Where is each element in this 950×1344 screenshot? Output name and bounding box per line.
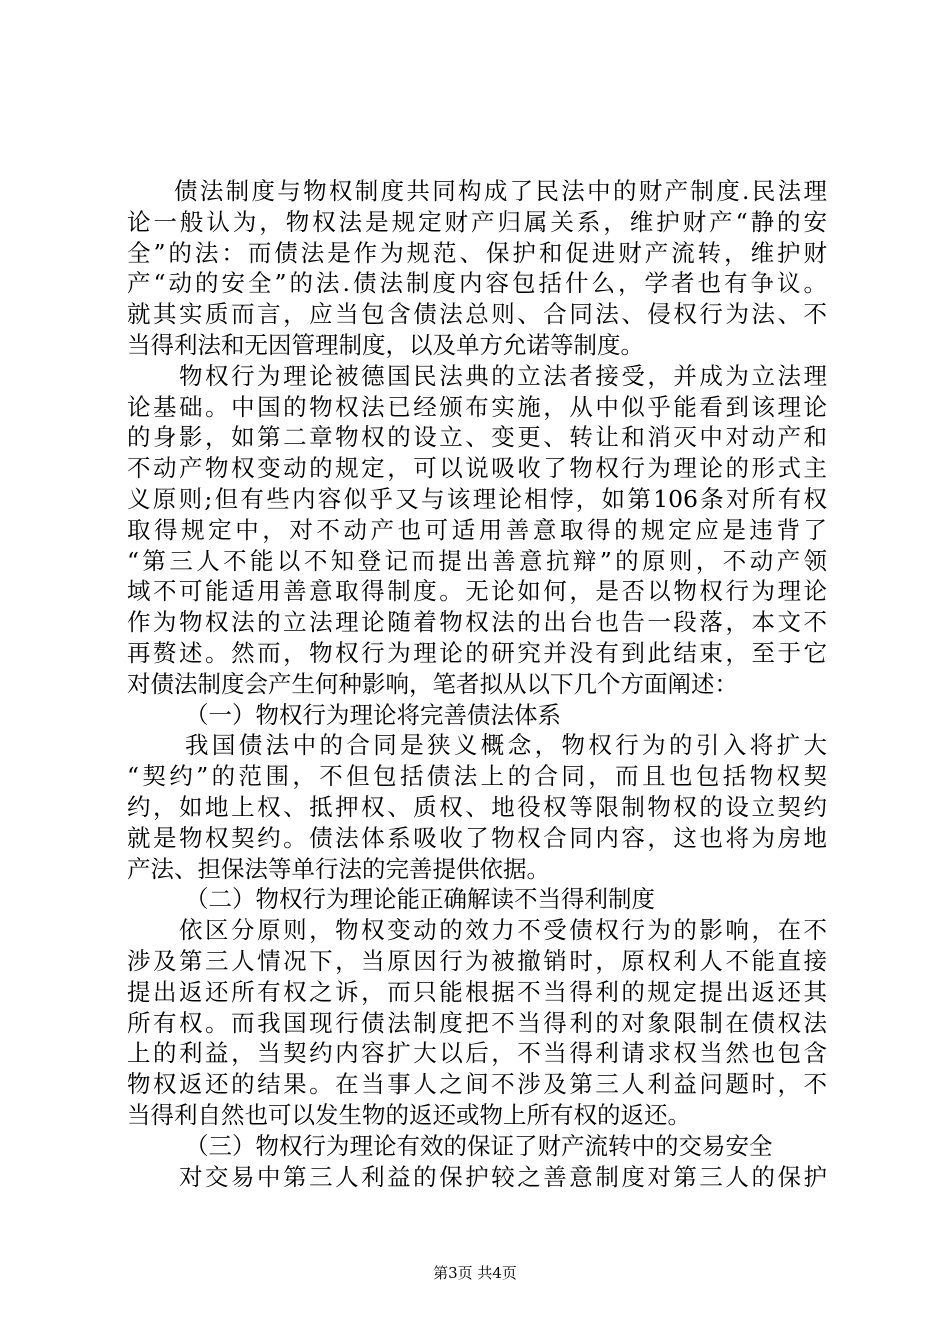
paragraph-line: 当得利法和无因管理制度，以及单方允诺等制度。	[127, 330, 644, 359]
paragraph-line: 作为物权法的立法理论随着物权法的出台也告一段落，本文不	[127, 608, 827, 637]
paragraph-line: “第三人不能以不知登记而提出善意抗辩”的原则，不动产领	[127, 546, 827, 575]
paragraph-line: 就是物权契约。债法体系吸收了物权合同内容，这也将为房地	[127, 823, 827, 852]
section-heading: （二）物权行为理论能正确解读不当得利制度	[185, 885, 655, 914]
paragraph-line: 依区分原则，物权变动的效力不受债权行为的影响，在不	[179, 916, 827, 945]
document-body	[127, 176, 827, 1192]
paragraph-line: 产法、担保法等单行法的完善提供依据。	[127, 854, 550, 883]
paragraph-line: 约，如地上权、抵押权、质权、地役权等限制物权的设立契约	[127, 792, 827, 821]
paragraph-line: 取得规定中，对不动产也可适用善意取得的规定应是违背了	[127, 515, 827, 544]
paragraph-line: 对债法制度会产生何种影响，笔者拟从以下几个方面阐述：	[127, 669, 738, 698]
paragraph-line: 物权返还的结果。在当事人之间不涉及第三人利益问题时，不	[127, 1070, 827, 1099]
paragraph-line: 论基础。中国的物权法已经颁布实施，从中似乎能看到该理论	[127, 392, 827, 421]
paragraph-line: 义原则;但有些内容似乎又与该理论相悖，如第106条对所有权	[127, 484, 827, 513]
paragraph-line: 再赘述。然而，物权行为理论的研究并没有到此结束，至于它	[127, 638, 827, 667]
paragraph-line: 全”的法：而债法是作为规范、保护和促进财产流转，维护财	[127, 238, 827, 267]
section-heading: （一）物权行为理论将完善债法体系	[185, 700, 561, 729]
paragraph-line: 提出返还所有权之诉，而只能根据不当得利的规定提出返还其	[127, 977, 827, 1006]
page-number-footer: 第3页 共4页	[433, 1264, 517, 1282]
paragraph-line: 域不可能适用善意取得制度。无论如何，是否以物权行为理论	[127, 577, 827, 606]
section-heading: （三）物权行为理论有效的保证了财产流转中的交易安全	[185, 1131, 773, 1160]
paragraph-line: 涉及第三人情况下，当原因行为被撤销时，原权利人不能直接	[127, 946, 827, 975]
paragraph-line: 物权行为理论被德国民法典的立法者接受，并成为立法理	[179, 361, 827, 390]
paragraph-line: 当得利自然也可以发生物的返还或物上所有权的返还。	[127, 1100, 691, 1129]
paragraph-line: 我国债法中的合同是狭义概念，物权行为的引入将扩大	[185, 731, 827, 760]
paragraph-line: 论一般认为，物权法是规定财产归属关系，维护财产“静的安	[127, 207, 827, 236]
paragraph-line: 债法制度与物权制度共同构成了民法中的财产制度.民法理	[174, 177, 827, 205]
paragraph-line: 上的利益，当契约内容扩大以后，不当得利请求权当然也包含	[127, 1039, 827, 1068]
paragraph-line: 所有权。而我国现行债法制度把不当得利的对象限制在债权法	[127, 1008, 827, 1037]
paragraph-line: 的身影，如第二章物权的设立、变更、转让和消灭中对动产和	[127, 423, 827, 452]
paragraph-line: 就其实质而言，应当包含债法总则、合同法、侵权行为法、不	[127, 300, 827, 329]
paragraph-line: 不动产物权变动的规定，可以说吸收了物权行为理论的形式主	[127, 454, 827, 483]
paragraph-line: “契约”的范围，不但包括债法上的合同，而且也包括物权契	[127, 762, 827, 791]
paragraph-line: 产“动的安全”的法.债法制度内容包括什么，学者也有争议。	[127, 269, 827, 298]
paragraph-line: 对交易中第三人利益的保护较之善意制度对第三人的保护	[179, 1162, 827, 1191]
